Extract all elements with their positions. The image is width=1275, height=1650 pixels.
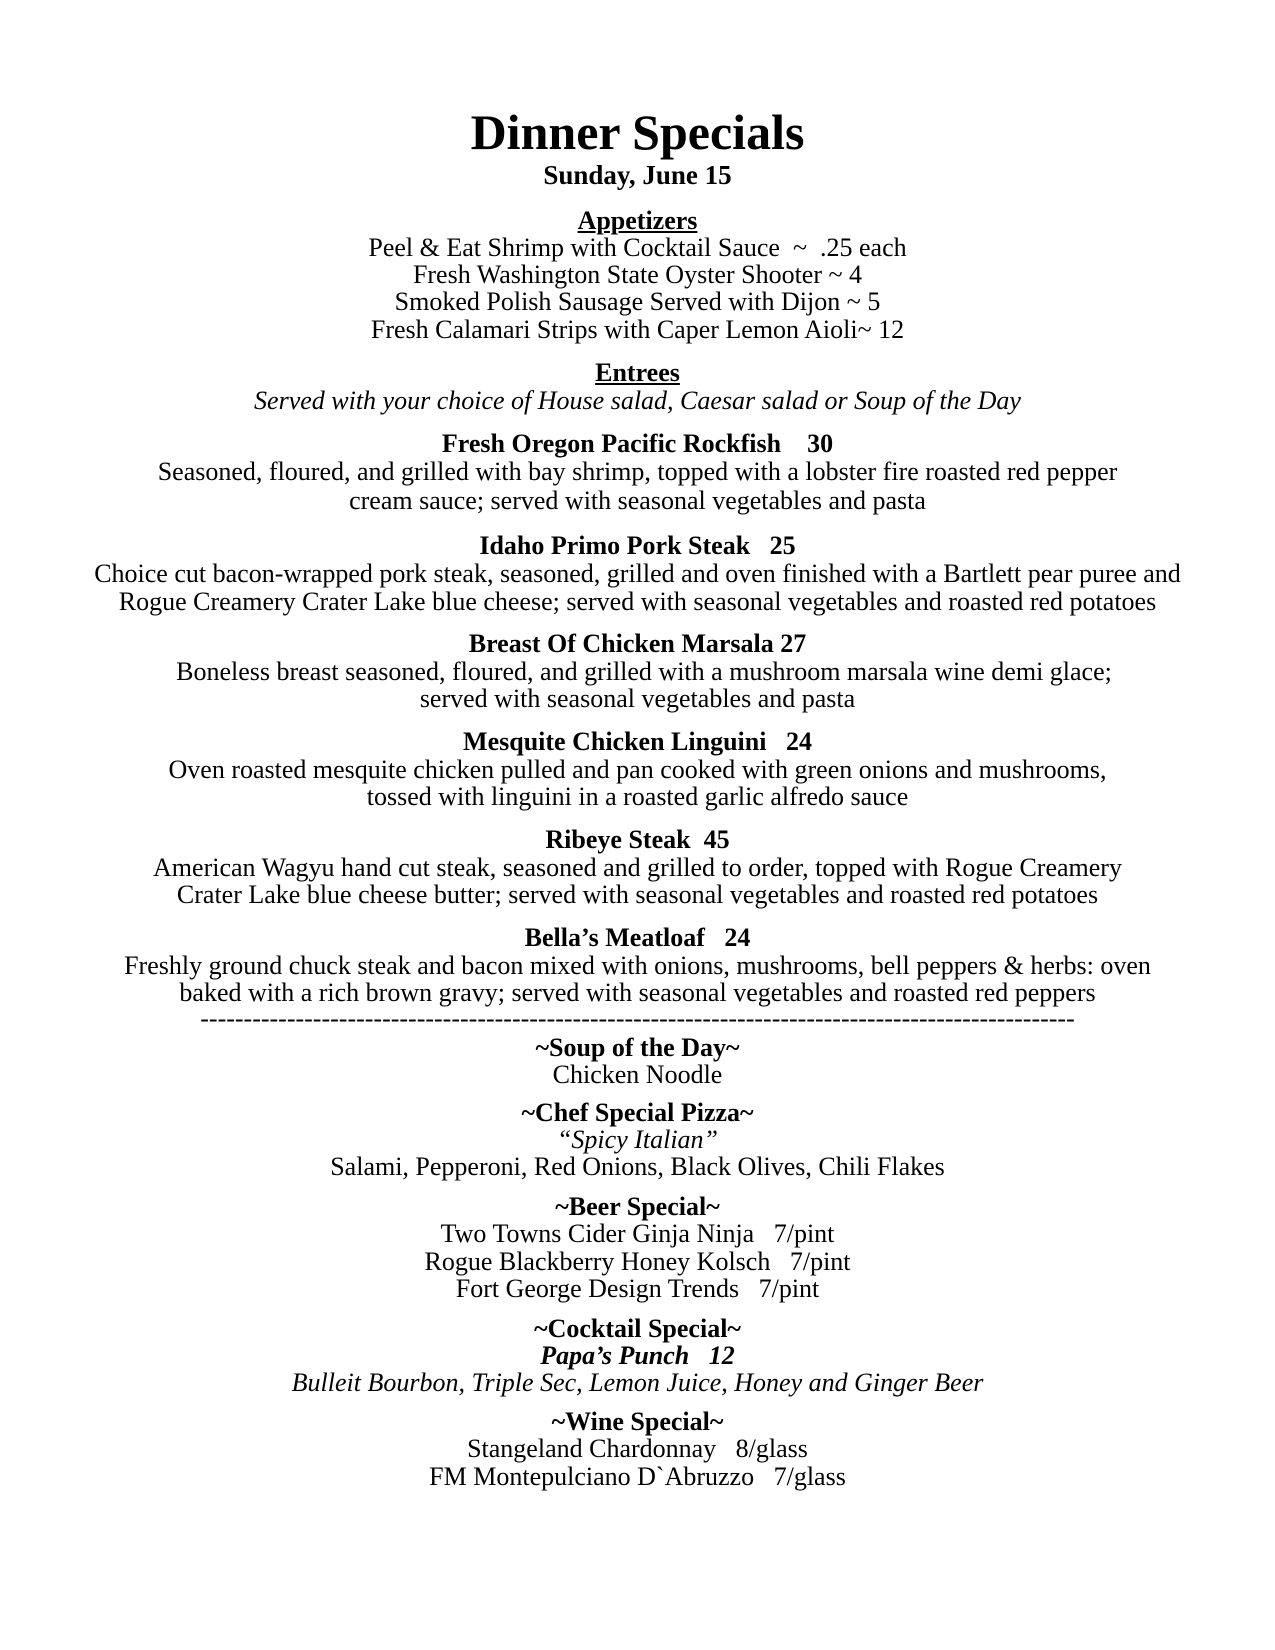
section-divider: ----------------------------------------------------------------------------------------------------- — [200, 1004, 1075, 1033]
pizza-toppings: Salami, Pepperoni, Red Onions, Black Olives, Chili Flakes — [330, 1152, 945, 1181]
beer-item: Fort George Design Trends 7/pint — [455, 1274, 820, 1303]
entree-description: Oven roasted mesquite chicken pulled and pan cooked with green onions and mushrooms, — [168, 755, 1107, 784]
cocktail-ingredients: Bulleit Bourbon, Triple Sec, Lemon Juice, Honey and Ginger Beer — [291, 1368, 984, 1397]
entree-name: Mesquite Chicken Linguini 24 — [463, 727, 812, 756]
beer-item: Rogue Blackberry Honey Kolsch 7/pint — [424, 1247, 851, 1276]
pizza-name: “Spicy Italian” — [556, 1125, 719, 1154]
soup-heading: ~Soup of the Day~ — [535, 1033, 740, 1062]
wine-heading: ~Wine Special~ — [551, 1407, 724, 1436]
entree-description: American Wagyu hand cut steak, seasoned and grilled to order, topped with Rogue Creamery — [153, 853, 1122, 882]
appetizer-item: Smoked Polish Sausage Served with Dijon ~ 5 — [394, 287, 881, 316]
appetizer-item: Peel & Eat Shrimp with Cocktail Sauce ~ .25 each — [368, 233, 907, 262]
entrees-note: Served with your choice of House salad, Caesar salad or Soup of the Day — [254, 386, 1021, 415]
entree-name: Bella’s Meatloaf 24 — [524, 923, 751, 952]
entree-name: Idaho Primo Pork Steak 25 — [479, 531, 796, 560]
appetizers-heading: Appetizers — [577, 206, 698, 235]
menu-date: Sunday, June 15 — [543, 160, 732, 190]
cocktail-name: Papa’s Punch 12 — [540, 1341, 735, 1370]
appetizer-item: Fresh Calamari Strips with Caper Lemon Aioli~ 12 — [370, 315, 905, 344]
entree-name: Fresh Oregon Pacific Rockfish 30 — [441, 429, 834, 458]
entree-description: baked with a rich brown gravy; served with seasonal vegetables and roasted red peppers — [179, 978, 1096, 1007]
entree-description: Boneless breast seasoned, floured, and grilled with a mushroom marsala wine demi glace; — [163, 657, 1112, 686]
appetizer-item: Fresh Washington State Oyster Shooter ~ 4 — [412, 260, 863, 289]
entree-description: tossed with linguini in a roasted garlic alfredo sauce — [366, 782, 909, 811]
wine-item: Stangeland Chardonnay 8/glass — [467, 1434, 808, 1463]
soup-item: Chicken Noodle — [552, 1060, 723, 1089]
entree-description: Seasoned, floured, and grilled with bay shrimp, topped with a lobster fire roasted red pepper — [157, 457, 1118, 486]
entree-description: served with seasonal vegetables and pasta — [419, 684, 856, 713]
beer-item: Two Towns Cider Ginja Ninja 7/pint — [440, 1219, 835, 1248]
entree-description: Crater Lake blue cheese butter; served with seasonal vegetables and roasted red potatoes — [176, 880, 1099, 909]
entree-name: Breast Of Chicken Marsala 27 — [468, 629, 807, 658]
entrees-heading: Entrees — [595, 358, 680, 387]
entree-description: Freshly ground chuck steak and bacon mixed with onions, mushrooms, bell peppers & herbs: oven — [124, 951, 1151, 980]
entree-description: Rogue Creamery Crater Lake blue cheese; served with seasonal vegetables and roasted red potatoes — [118, 587, 1157, 616]
entree-name: Ribeye Steak 45 — [545, 825, 730, 854]
beer-heading: ~Beer Special~ — [555, 1192, 720, 1221]
entree-description: cream sauce; served with seasonal vegetables and pasta — [349, 486, 926, 515]
cocktail-heading: ~Cocktail Special~ — [534, 1314, 741, 1343]
pizza-heading: ~Chef Special Pizza~ — [521, 1098, 754, 1127]
wine-item: FM Montepulciano D`Abruzzo 7/glass — [429, 1462, 846, 1491]
entree-description: Choice cut bacon-wrapped pork steak, seasoned, grilled and oven finished with a Bartlett pear puree and — [94, 559, 1181, 588]
page-title: Dinner Specials — [470, 104, 805, 160]
